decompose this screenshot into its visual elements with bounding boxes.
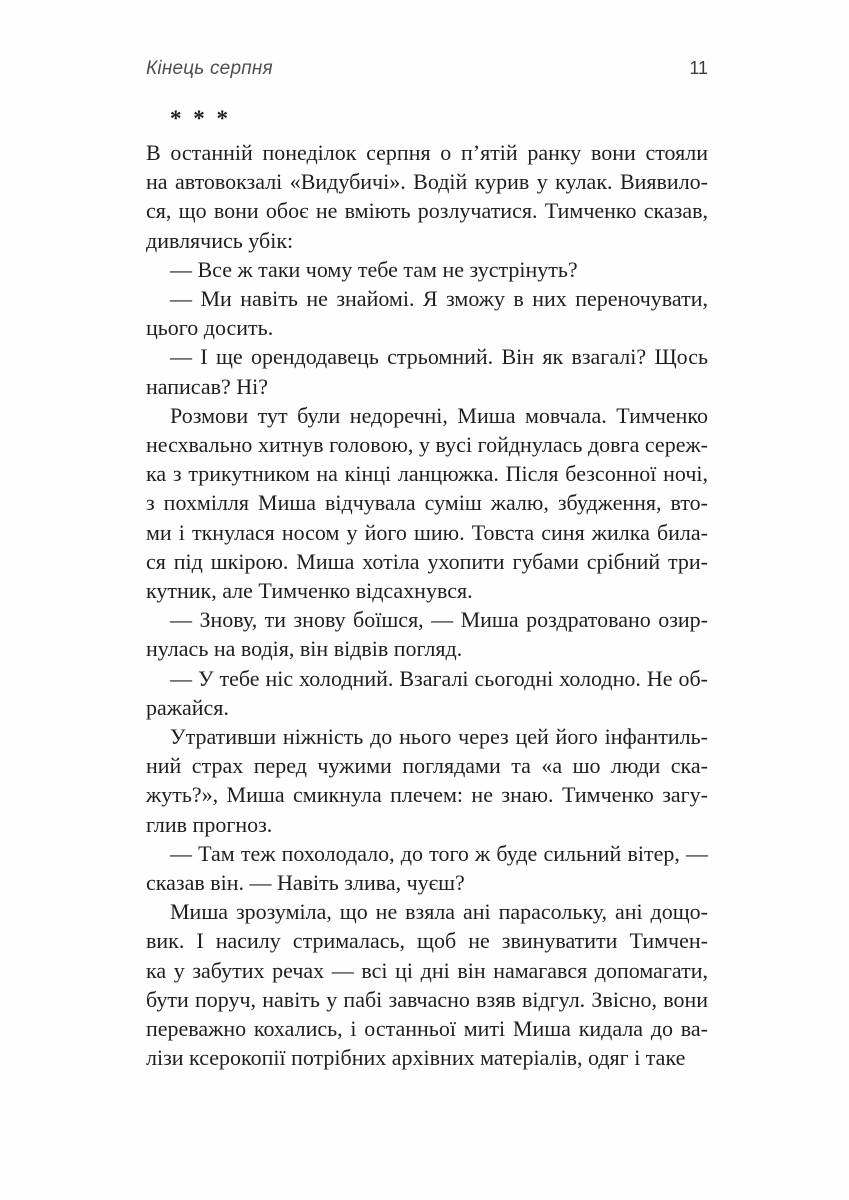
text-line: вик. І насилу стрималась, щоб не звинуватити Тимчен- [146,928,708,954]
text-line: — І ще орендодавець стрьомний. Він як взагалі? Щось [170,344,708,370]
text-line: глив прогноз. [146,811,273,837]
page-header [146,58,708,80]
text-line: ний страх перед чужими поглядами та «а шо люди ска- [146,753,708,779]
text-line: ка з трикутником на кінці ланцюжка. Після безсонної ночі, [146,461,708,487]
text-line: ражайся. [146,694,229,720]
text-line: лізи ксерокопії потрібних архівних матеріалів, одяг і таке [146,1045,686,1071]
text-line: з похмілля Миша відчувала суміш жалю, збудження, вто- [146,490,708,516]
text-line: — Знову, ти знову боїшся, — Миша роздратовано озир- [170,607,708,633]
page-number: 11 [689,58,708,78]
text-line: ся, що вони обоє не вміють розлучатися. Тимченко сказав, [146,198,708,224]
text-line: — У тебе ніс холодний. Взагалі сьогодні холодно. Не об- [170,665,708,691]
text-line: — Там теж похолодало, до того ж буде сильний вітер, — [170,840,708,866]
text-line: бути поруч, навіть у пабі завчасно взяв відгул. Звісно, вони [146,986,708,1012]
text-line: ка у забутих речах — всі ці дні він намагався допомагати, [146,957,708,983]
text-line: дивлячись убік: [146,227,294,253]
text-line: — Все ж таки чому тебе там не зустрінуть? [170,256,578,282]
text-line: сказав він. — Навіть злива, чуєш? [146,870,465,896]
text-line: — Ми навіть не знайомі. Я зможу в них переночувати, [170,286,708,312]
text-line: Миша зрозуміла, що не взяла ані парасольку, ані дощо- [170,899,708,925]
text-line: написав? Ні? [146,373,269,399]
text-line: Утративши ніжність до нього через цей його інфантиль- [170,724,708,750]
text-line: В останній понеділок серпня о п’ятій ранку вони стояли [146,140,708,165]
text-line: жуть?», Миша смикнула плечем: не знаю. Тимченко загу- [146,782,708,808]
section-break: * * * [170,106,228,131]
body-text [146,138,708,1073]
text-line: несхвально хитнув головою, у вусі гойднулась довга сереж- [146,432,708,458]
running-head: Кінець серпня [146,58,273,79]
text-line: Розмови тут були недоречні, Миша мовчала. Тимченко [170,402,708,428]
text-line: переважно кохались, і останньої миті Миша кидала до ва- [146,1016,708,1042]
text-line: на автовокзалі «Видубичі». Водій курив у кулак. Виявило- [146,169,708,195]
text-line: ся під шкірою. Миша хотіла ухопити губами срібний три- [146,548,708,574]
text-line: цього досить. [146,315,274,341]
text-line: кутник, але Тимченко відсахнувся. [146,578,473,604]
text-line: ми і ткнулася носом у його шию. Товста синя жилка била- [146,519,708,545]
text-line: нулась на водія, він відвів погляд. [146,636,463,662]
